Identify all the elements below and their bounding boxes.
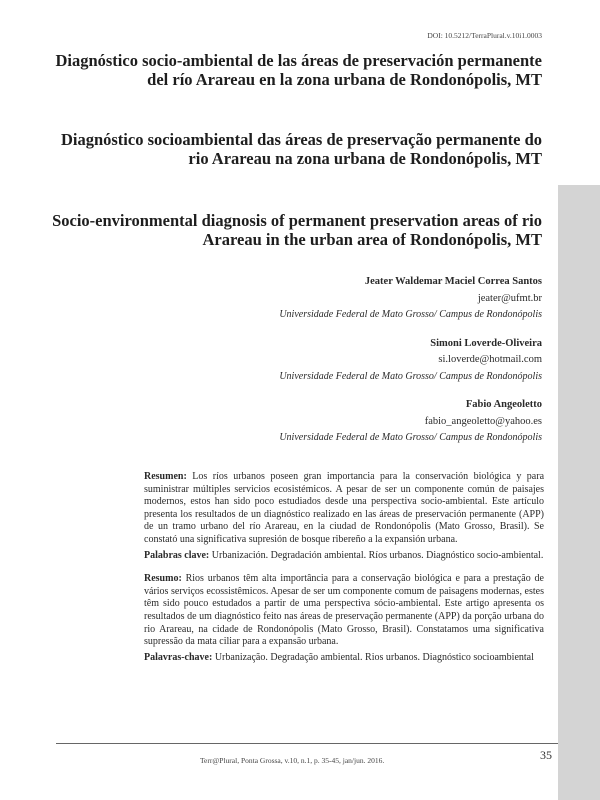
resumo-label: Resumo: <box>144 573 182 585</box>
palavras-chave-label: Palavras-chave: <box>144 651 213 663</box>
palabras-clave <box>144 550 544 563</box>
resumo <box>144 573 544 649</box>
footer-citation: Terr@Plural, Ponta Grossa, v.10, n.1, p. 35-45, jan/jun. 2016. <box>200 756 385 765</box>
title-english: Socio-environmental diagnosis of permanent preservation areas of rio Arareau in the urban area of Rondonópolis, MT <box>52 211 542 249</box>
doi: DOI: 10.5212/TerraPlural.v.10i1.0003 <box>427 31 542 40</box>
title-portuguese: Diagnóstico socioambiental das áreas de preservação permanente do rio Arareau na zona urbana de Rondonópolis, MT <box>60 130 542 168</box>
author-3 <box>122 397 542 447</box>
author-name: Fabio Angeoletto <box>465 399 542 410</box>
palabras-clave-label: Palabras clave: <box>144 549 210 561</box>
resumo-text: Rios urbanos têm alta importância para a conservação biológica e para a prestação de vários serviços ecossistêmicos. Apesar de ser um componente comum de paisagens modernas, estes têm sido pouco estudados a partir de uma perspectiva sócio-ambiental. Este artigo apresenta os resultados de um diagnóstico feito nas áreas de preservação permanente (APP) da porção urbana do rio Arareau, na cidade de Rondonópolis (Mato Grosso, Brasil). Constatamos uma significativa supressão da mata ciliar para a expansão urbana. <box>144 573 544 648</box>
author-email: jeater@ufmt.br <box>477 292 542 304</box>
author-2 <box>122 336 542 386</box>
abstracts <box>144 471 544 667</box>
author-name: Simoni Loverde-Oliveira <box>430 337 542 349</box>
resumen <box>144 471 544 547</box>
author-email: fabio_angeoletto@yahoo.es <box>424 415 542 427</box>
author-1 <box>122 274 542 324</box>
palavras-chave <box>144 652 544 665</box>
author-affiliation: Universidade Federal de Mato Grosso/ Campus de Rondonópolis <box>279 432 542 443</box>
resumen-label: Resumen: <box>144 471 187 482</box>
palavras-chave-text: Urbanização. Degradação ambiental. Rios urbanos. Diagnóstico socioambiental <box>214 651 534 663</box>
author-list <box>122 274 542 459</box>
author-email: si.loverde@hotmail.com <box>438 354 542 365</box>
palabras-clave-text: Urbanización. Degradación ambiental. Ríos urbanos. Diagnóstico socio-ambiental. <box>211 549 544 561</box>
author-affiliation: Universidade Federal de Mato Grosso/ Campus de Rondonópolis <box>279 309 542 320</box>
author-name: Jeater Waldemar Maciel Correa Santos <box>364 276 542 287</box>
title-spanish: Diagnóstico socio-ambiental de las áreas de preservación permanente del río Arareau en la zona urbana de Rondonópolis, MT <box>55 51 542 89</box>
author-affiliation: Universidade Federal de Mato Grosso/ Campus de Rondonópolis <box>279 370 542 382</box>
resumen-text: Los ríos urbanos poseen gran importancia para la conservación biológica y para suministrar múltiples servicios ecosistémicos. A pesar de ser un componente común de paisajes modernos, estos han sido poco estudiados desde una perspectiva socio-ambiental. Este artículo presenta los resultados de un diagnóstico realizado en las áreas de preservación permanente (APP) de un tramo urbano del río Arareau, en la ciudad de Rondonópolis (Mato Grosso, Brasil). Se constató una significativa supresión de bosque ribereño a la expansión urbana. <box>144 471 545 545</box>
footer-divider <box>56 743 558 744</box>
side-band-top <box>558 0 600 185</box>
page-number: 35 <box>540 748 552 762</box>
